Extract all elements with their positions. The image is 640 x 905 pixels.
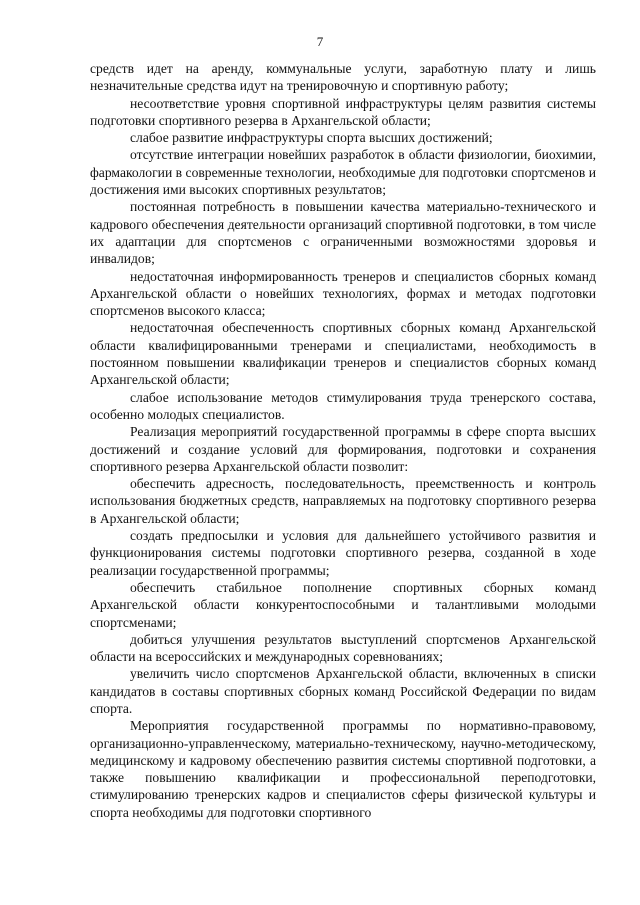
document-body — [90, 60, 596, 821]
paragraph: Мероприятия государственной программы по нормативно-правовому, организационно-управленческому, материально-техническому, научно-методическому, медицинскому и кадровому обеспечению развития системы спортивной подготовки, а также повышению квалификации и профессиональной переподготовки, стимулированию тренерских кадров и специалистов сферы физической культуры и спорта необходимы для подготовки спортивного — [90, 718, 596, 820]
paragraph: Реализация мероприятий государственной программы в сфере спорта высших достижений и создание условий для формирования, подготовки и сохранения спортивного резерва Архангельской области позволит: — [90, 424, 596, 474]
paragraph: обеспечить стабильное пополнение спортивных сборных команд Архангельской области конкурентоспособными и талантливыми молодыми спортсменами; — [90, 579, 596, 630]
paragraph: обеспечить адресность, последовательность, преемственность и контроль использования бюджетных средств, направляемых на подготовку спортивного резерва в Архангельской области; — [90, 476, 596, 526]
paragraph: отсутствие интеграции новейших разработок в области физиологии, биохимии, фармакологии в современные технологии, необходимые для подготовки спортсменов и достижения ими высоких спортивных результатов; — [90, 147, 596, 198]
paragraph: недостаточная обеспеченность спортивных сборных команд Архангельской области квалифицированными тренерами и специалистами, необходимость в постоянном повышении квалификации тренеров и специалистов сборных команд Архангельской области; — [90, 320, 596, 388]
paragraph: слабое использование методов стимулирования труда тренерского состава, особенно молодых специалистов. — [90, 389, 596, 422]
paragraph: добиться улучшения результатов выступлений спортсменов Архангельской области на всероссийских и международных соревнованиях; — [90, 631, 596, 665]
page-number: 7 — [316, 34, 324, 49]
paragraph-continuation: средств идет на аренду, коммунальные услуги, заработную плату и лишь незначительные средства идут на тренировочную и спортивную работу; — [90, 61, 596, 94]
paragraph: увеличить число спортсменов Архангельской области, включенных в списки кандидатов в составы спортивных сборных команд Российской Федерации по видам спорта. — [90, 666, 596, 716]
paragraph: слабое развитие инфраструктуры спорта высших достижений; — [130, 130, 493, 146]
paragraph: несоответствие уровня спортивной инфраструктуры целям развития системы подготовки спортивного резерва в Архангельской области; — [90, 95, 596, 128]
paragraph: постоянная потребность в повышении качества материально-технического и кадрового обеспечения деятельности организаций спортивной подготовки, в том числе их адаптации для спортсменов с ограниченными возможностями здоровья и инвалидов; — [90, 199, 596, 267]
paragraph: недостаточная информированность тренеров и специалистов сборных команд Архангельской области о новейших технологиях, формах и методах подготовки спортсменов высокого класса; — [90, 268, 596, 319]
paragraph: создать предпосылки и условия для дальнейшего устойчивого развития и функционирования системы подготовки спортивного резерва, созданной в ходе реализации государственной программы; — [90, 528, 596, 578]
